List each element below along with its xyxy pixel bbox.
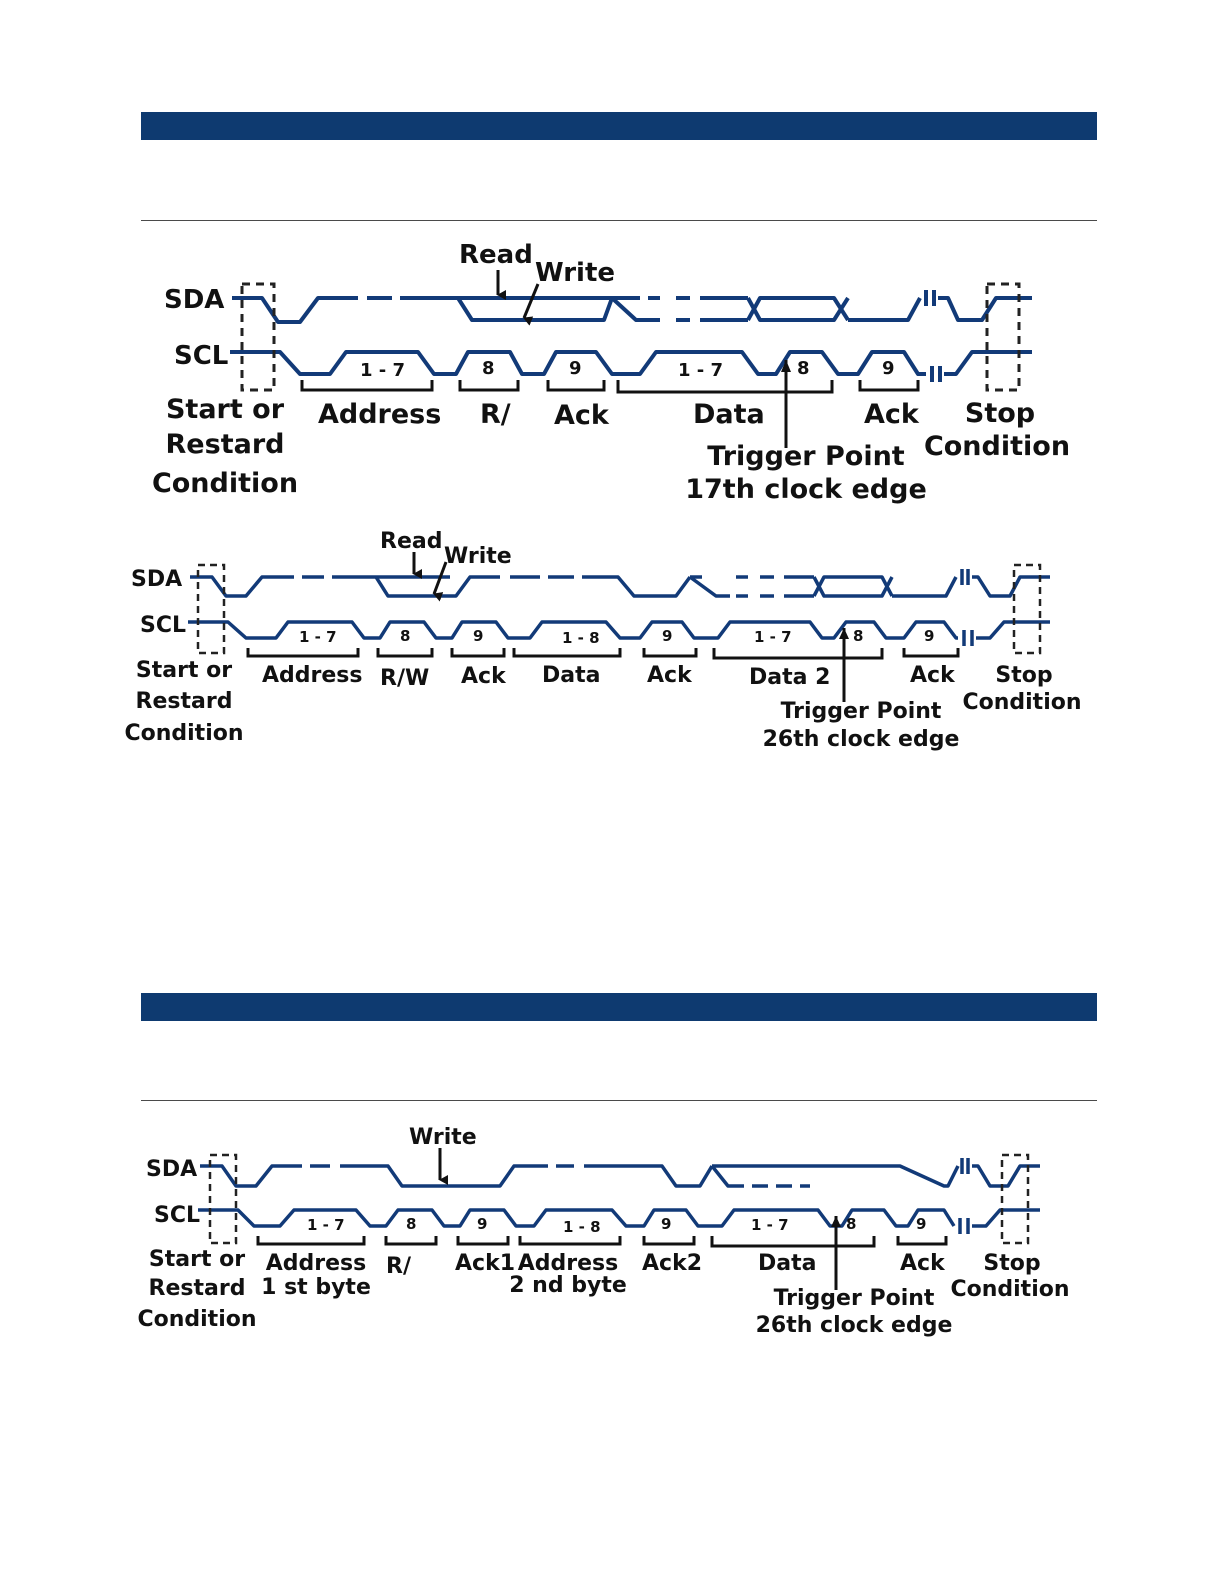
- clock-label: 9: [662, 627, 673, 645]
- stop-label: Condition: [962, 690, 1082, 715]
- trigger-label: Trigger Point: [773, 1286, 935, 1311]
- sda-label: SDA: [164, 285, 225, 315]
- field-label: Data: [542, 663, 601, 688]
- field-label: Address: [262, 663, 363, 688]
- write-label: Write: [409, 1125, 477, 1150]
- diagram-1: [152, 240, 1070, 505]
- diagram-3: [137, 1125, 1069, 1338]
- clock-label: 9: [661, 1215, 672, 1233]
- start-label: Restard: [148, 1276, 246, 1301]
- clock-label: 1 - 7: [307, 1216, 345, 1234]
- clock-label: 9: [477, 1215, 488, 1233]
- field-label: Ack1: [455, 1251, 516, 1276]
- field-label: Data: [758, 1251, 817, 1276]
- clock-label: 1 - 7: [360, 360, 406, 381]
- scl-label: SCL: [154, 1203, 201, 1228]
- start-label: Start or: [165, 394, 285, 425]
- field-label: Data 2: [749, 665, 831, 690]
- field-label: R/: [480, 399, 511, 430]
- stop-label: Stop: [964, 398, 1036, 429]
- clock-label: 1 - 8: [562, 629, 600, 647]
- scl-label: SCL: [174, 341, 229, 371]
- read-label: Read: [459, 240, 533, 270]
- clock-label: 8: [400, 627, 411, 645]
- write-label: Write: [444, 544, 512, 569]
- sda-waveform-1a: [232, 298, 358, 322]
- start-label: Start or: [148, 1247, 246, 1272]
- trigger-label: Trigger Point: [780, 699, 942, 724]
- clock-label: 1 - 7: [754, 628, 792, 646]
- trigger-label: Trigger Point: [707, 441, 905, 472]
- trigger-label: 26th clock edge: [755, 1313, 953, 1338]
- clock-label: 9: [924, 627, 935, 645]
- clock-label: 9: [569, 358, 582, 379]
- start-label: Condition: [151, 468, 299, 499]
- field-label: Ack: [910, 663, 955, 688]
- sda-label: SDA: [131, 567, 183, 592]
- stop-label: Stop: [983, 1251, 1041, 1276]
- field-label: 1 st byte: [261, 1275, 371, 1300]
- sda-label: SDA: [146, 1157, 198, 1182]
- clock-label: 1 - 8: [563, 1218, 601, 1236]
- field-label: Address: [318, 399, 442, 430]
- read-label: Read: [380, 529, 443, 554]
- clock-label: 9: [916, 1215, 927, 1233]
- sda-read-low: [458, 298, 612, 320]
- start-label: Restard: [165, 429, 285, 460]
- stop-label: Condition: [950, 1277, 1070, 1302]
- scl-label: SCL: [140, 613, 187, 638]
- field-label: R/W: [380, 666, 430, 691]
- start-label: Start or: [135, 658, 233, 683]
- field-label: Ack: [864, 399, 919, 430]
- clock-label: 8: [406, 1215, 417, 1233]
- start-label: Restard: [135, 689, 233, 714]
- field-label: Ack: [554, 400, 609, 431]
- field-label: Ack2: [642, 1251, 703, 1276]
- field-label: R/: [386, 1254, 411, 1279]
- clock-label: 9: [882, 358, 895, 379]
- diagram-2: [124, 529, 1081, 752]
- trigger-label: 17th clock edge: [685, 474, 927, 505]
- start-label: Condition: [137, 1307, 257, 1332]
- field-label: Address: [517, 1251, 619, 1276]
- clock-label: 1 - 7: [678, 360, 724, 381]
- clock-label: 1 - 7: [751, 1216, 789, 1234]
- field-label: 2 nd byte: [509, 1273, 627, 1298]
- trigger-label: 26th clock edge: [762, 727, 960, 752]
- clock-label: 8: [853, 627, 864, 645]
- start-label: Condition: [124, 721, 244, 746]
- field-label: Ack: [461, 664, 506, 689]
- field-label: Ack: [900, 1251, 945, 1276]
- field-label: Ack: [647, 663, 692, 688]
- clock-label: 8: [846, 1215, 857, 1233]
- stop-label: Stop: [995, 663, 1053, 688]
- clock-label: 8: [797, 358, 810, 379]
- clock-label: 8: [482, 358, 495, 379]
- stop-label: Condition: [923, 431, 1071, 462]
- field-label: Address: [265, 1251, 367, 1276]
- clock-label: 9: [473, 627, 484, 645]
- write-label: Write: [535, 258, 616, 288]
- field-label: Data: [693, 399, 765, 430]
- clock-label: 1 - 7: [299, 628, 337, 646]
